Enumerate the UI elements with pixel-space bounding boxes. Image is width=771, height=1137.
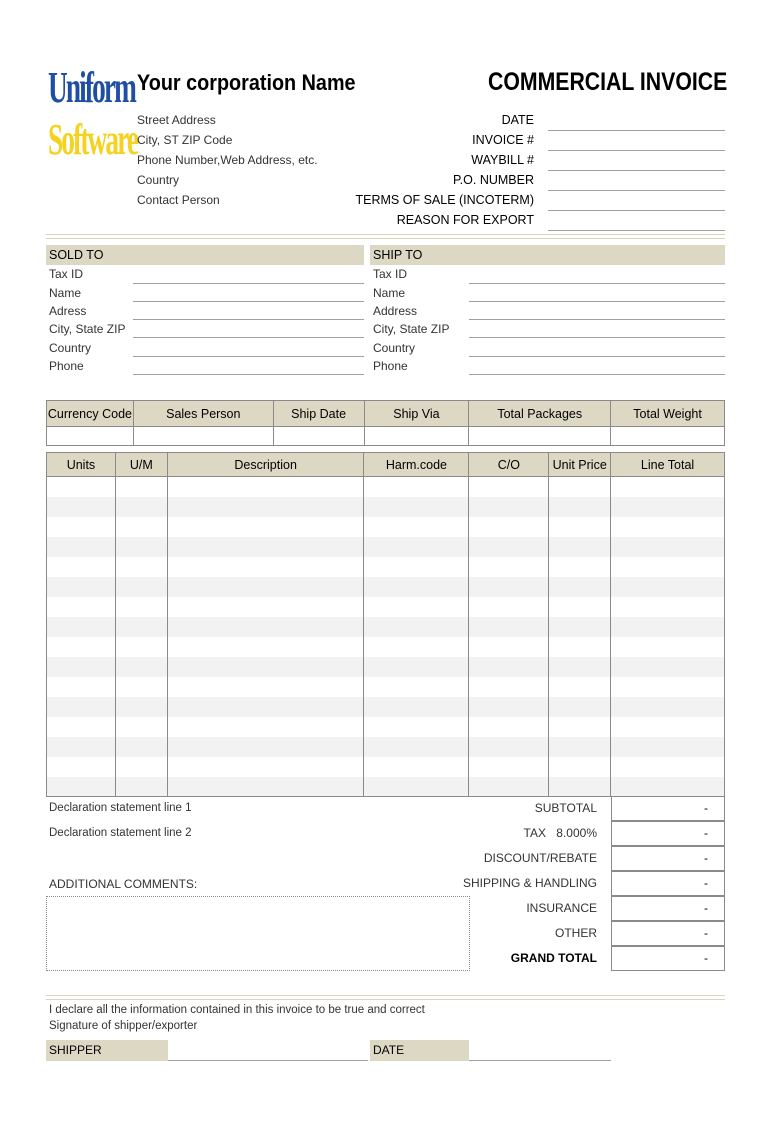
waybill-label: WAYBILL # bbox=[471, 153, 534, 167]
units-cell[interactable] bbox=[47, 697, 116, 717]
tax-value: - bbox=[611, 821, 725, 846]
col-total-weight: Total Weight bbox=[611, 401, 725, 427]
co-cell[interactable] bbox=[469, 717, 549, 737]
waybill-field[interactable] bbox=[548, 170, 725, 171]
col-description: Description bbox=[167, 453, 364, 477]
co-cell[interactable] bbox=[469, 777, 549, 797]
divider bbox=[46, 999, 725, 1000]
ship-to-phone-field[interactable] bbox=[469, 374, 725, 375]
co-cell[interactable] bbox=[469, 577, 549, 597]
col-ship-date: Ship Date bbox=[273, 401, 364, 427]
total-packages-cell[interactable] bbox=[469, 427, 611, 446]
units-cell[interactable] bbox=[47, 757, 116, 777]
ship-to-phone-label: Phone bbox=[373, 359, 408, 373]
harm-code-cell[interactable] bbox=[364, 737, 469, 757]
co-cell[interactable] bbox=[469, 557, 549, 577]
tax-rate[interactable]: 8.000% bbox=[556, 826, 597, 840]
co-cell[interactable] bbox=[469, 497, 549, 517]
line-total-cell[interactable] bbox=[611, 757, 725, 777]
co-cell[interactable] bbox=[469, 517, 549, 537]
units-cell[interactable] bbox=[47, 477, 116, 497]
line-total-cell[interactable] bbox=[611, 777, 725, 797]
line-total-cell[interactable] bbox=[611, 657, 725, 677]
subtotal-label: SUBTOTAL bbox=[534, 801, 597, 815]
table-row bbox=[47, 637, 725, 657]
unit-price-cell[interactable] bbox=[549, 677, 611, 697]
company-phone: Phone Number,Web Address, etc. bbox=[137, 153, 318, 167]
line-items-table bbox=[46, 452, 725, 797]
table-row bbox=[47, 537, 725, 557]
ship-to-heading: SHIP TO bbox=[370, 245, 725, 265]
additional-comments-field[interactable] bbox=[46, 896, 470, 971]
table-row bbox=[47, 617, 725, 637]
sold-to-country-label: Country bbox=[49, 341, 92, 355]
document-title: COMMERCIAL INVOICE bbox=[488, 68, 728, 96]
reason-for-export-label: REASON FOR EXPORT bbox=[396, 213, 534, 227]
unit-price-cell[interactable] bbox=[549, 737, 611, 757]
units-cell[interactable] bbox=[47, 597, 116, 617]
co-cell[interactable] bbox=[469, 697, 549, 717]
table-row bbox=[47, 677, 725, 697]
date-footer-label: DATE bbox=[370, 1040, 469, 1061]
table-row bbox=[47, 777, 725, 797]
sold-to-phone-field[interactable] bbox=[133, 374, 364, 375]
line-total-cell[interactable] bbox=[611, 477, 725, 497]
col-harm-code: Harm.code bbox=[364, 453, 469, 477]
ship-to-address-label: Address bbox=[373, 304, 418, 318]
description-cell[interactable] bbox=[167, 577, 364, 597]
harm-code-cell[interactable] bbox=[364, 637, 469, 657]
harm-code-cell[interactable] bbox=[364, 597, 469, 617]
co-cell[interactable] bbox=[469, 737, 549, 757]
sold-to-name-field[interactable] bbox=[133, 301, 364, 302]
table-row bbox=[47, 557, 725, 577]
ship-to-address-field[interactable] bbox=[469, 319, 725, 320]
col-units: Units bbox=[47, 453, 116, 477]
col-currency-code: Currency Code bbox=[47, 401, 134, 427]
ship-date-cell[interactable] bbox=[273, 427, 364, 446]
harm-code-cell[interactable] bbox=[364, 557, 469, 577]
company-contact: Contact Person bbox=[137, 193, 220, 207]
reason-for-export-field[interactable] bbox=[548, 230, 725, 231]
unit-price-cell[interactable] bbox=[549, 477, 611, 497]
subtotal-value: - bbox=[611, 796, 725, 821]
table-row bbox=[47, 477, 725, 497]
divider bbox=[46, 234, 725, 235]
shipper-signature-field[interactable] bbox=[168, 1060, 368, 1061]
signature-caption: Signature of shipper/exporter bbox=[49, 1020, 198, 1032]
description-cell[interactable] bbox=[167, 677, 364, 697]
units-cell[interactable] bbox=[47, 617, 116, 637]
co-cell[interactable] bbox=[469, 477, 549, 497]
um-cell[interactable] bbox=[115, 617, 167, 637]
po-number-label: P.O. NUMBER bbox=[452, 173, 534, 187]
sold-to-taxid-field[interactable] bbox=[133, 283, 364, 284]
co-cell[interactable] bbox=[469, 617, 549, 637]
invoice-number-field[interactable] bbox=[548, 150, 725, 151]
co-cell[interactable] bbox=[469, 637, 549, 657]
date-label: DATE bbox=[501, 113, 534, 127]
co-cell[interactable] bbox=[469, 597, 549, 617]
declaration-line-2: Declaration statement line 2 bbox=[49, 827, 192, 839]
harm-code-cell[interactable] bbox=[364, 497, 469, 517]
co-cell[interactable] bbox=[469, 677, 549, 697]
sold-to-city-field[interactable] bbox=[133, 337, 364, 338]
um-cell[interactable] bbox=[115, 697, 167, 717]
company-logo bbox=[48, 62, 138, 186]
units-cell[interactable] bbox=[47, 777, 116, 797]
um-cell[interactable] bbox=[115, 537, 167, 557]
line-total-cell[interactable] bbox=[611, 717, 725, 737]
tax-label: TAX bbox=[523, 826, 546, 840]
units-cell[interactable] bbox=[47, 737, 116, 757]
um-cell[interactable] bbox=[115, 557, 167, 577]
additional-comments-label: ADDITIONAL COMMENTS: bbox=[49, 877, 198, 891]
ship-to-name-field[interactable] bbox=[469, 301, 725, 302]
um-cell[interactable] bbox=[115, 657, 167, 677]
line-total-cell[interactable] bbox=[611, 637, 725, 657]
date-field[interactable] bbox=[548, 130, 725, 131]
date-footer-field[interactable] bbox=[469, 1060, 611, 1061]
description-cell[interactable] bbox=[167, 637, 364, 657]
unit-price-cell[interactable] bbox=[549, 717, 611, 737]
description-cell[interactable] bbox=[167, 777, 364, 797]
sold-to-name-label: Name bbox=[49, 286, 82, 300]
harm-code-cell[interactable] bbox=[364, 617, 469, 637]
declaration-line-1: Declaration statement line 1 bbox=[49, 802, 192, 814]
description-cell[interactable] bbox=[167, 617, 364, 637]
description-cell[interactable] bbox=[167, 757, 364, 777]
um-cell[interactable] bbox=[115, 677, 167, 697]
description-cell[interactable] bbox=[167, 737, 364, 757]
ship-via-cell[interactable] bbox=[364, 427, 469, 446]
col-total-packages: Total Packages bbox=[469, 401, 611, 427]
line-total-cell[interactable] bbox=[611, 617, 725, 637]
table-row bbox=[47, 597, 725, 617]
ship-to-city-field[interactable] bbox=[469, 337, 725, 338]
terms-of-sale-field[interactable] bbox=[548, 210, 725, 211]
table-row bbox=[47, 757, 725, 777]
harm-code-cell[interactable] bbox=[364, 657, 469, 677]
description-cell[interactable] bbox=[167, 497, 364, 517]
discount-label: DISCOUNT/REBATE bbox=[483, 851, 597, 865]
po-number-field[interactable] bbox=[548, 190, 725, 191]
shipping-handling-value[interactable]: - bbox=[611, 871, 725, 896]
sold-to-address-label: Adress bbox=[49, 304, 87, 318]
description-cell[interactable] bbox=[167, 597, 364, 617]
table-row bbox=[47, 577, 725, 597]
col-ship-via: Ship Via bbox=[364, 401, 469, 427]
table-row bbox=[47, 517, 725, 537]
um-cell[interactable] bbox=[115, 577, 167, 597]
um-cell[interactable] bbox=[115, 717, 167, 737]
description-cell[interactable] bbox=[167, 477, 364, 497]
discount-value[interactable]: - bbox=[611, 846, 725, 871]
ship-to-country-label: Country bbox=[373, 341, 416, 355]
harm-code-cell[interactable] bbox=[364, 757, 469, 777]
unit-price-cell[interactable] bbox=[549, 557, 611, 577]
col-co: C/O bbox=[469, 453, 549, 477]
unit-price-cell[interactable] bbox=[549, 537, 611, 557]
sold-to-city-label: City, State ZIP bbox=[49, 322, 126, 336]
unit-price-cell[interactable] bbox=[549, 617, 611, 637]
um-cell[interactable] bbox=[115, 597, 167, 617]
table-row bbox=[47, 697, 725, 717]
logo-text-top: Uniform bbox=[48, 63, 135, 112]
unit-price-cell[interactable] bbox=[549, 497, 611, 517]
description-cell[interactable] bbox=[167, 697, 364, 717]
units-cell[interactable] bbox=[47, 677, 116, 697]
description-cell[interactable] bbox=[167, 717, 364, 737]
unit-price-cell[interactable] bbox=[549, 697, 611, 717]
um-cell[interactable] bbox=[115, 497, 167, 517]
total-weight-cell[interactable] bbox=[611, 427, 725, 446]
line-total-cell[interactable] bbox=[611, 697, 725, 717]
harm-code-cell[interactable] bbox=[364, 537, 469, 557]
unit-price-cell[interactable] bbox=[549, 597, 611, 617]
line-total-cell[interactable] bbox=[611, 597, 725, 617]
um-cell[interactable] bbox=[115, 517, 167, 537]
line-total-cell[interactable] bbox=[611, 497, 725, 517]
ship-to-taxid-field[interactable] bbox=[469, 283, 725, 284]
units-cell[interactable] bbox=[47, 537, 116, 557]
sold-to-heading: SOLD TO bbox=[46, 245, 364, 265]
harm-code-cell[interactable] bbox=[364, 697, 469, 717]
line-total-cell[interactable] bbox=[611, 557, 725, 577]
units-cell[interactable] bbox=[47, 577, 116, 597]
harm-code-cell[interactable] bbox=[364, 777, 469, 797]
ship-to-taxid-label: Tax ID bbox=[373, 267, 408, 281]
description-cell[interactable] bbox=[167, 517, 364, 537]
col-unit-price: Unit Price bbox=[549, 453, 611, 477]
other-label: OTHER bbox=[555, 926, 597, 940]
other-value[interactable]: - bbox=[611, 921, 725, 946]
shipping-handling-label: SHIPPING & HANDLING bbox=[462, 876, 597, 890]
sold-to-country-field[interactable] bbox=[133, 356, 364, 357]
sold-to-taxid-label: Tax ID bbox=[49, 267, 84, 281]
units-cell[interactable] bbox=[47, 637, 116, 657]
ship-to-name-label: Name bbox=[373, 286, 406, 300]
shipping-info-table bbox=[46, 400, 725, 446]
grand-total-label: GRAND TOTAL bbox=[510, 951, 597, 965]
line-total-cell[interactable] bbox=[611, 577, 725, 597]
invoice-number-label: INVOICE # bbox=[472, 133, 534, 147]
unit-price-cell[interactable] bbox=[549, 517, 611, 537]
harm-code-cell[interactable] bbox=[364, 477, 469, 497]
ship-to-city-label: City, State ZIP bbox=[373, 322, 450, 336]
col-line-total: Line Total bbox=[611, 453, 725, 477]
ship-to-country-field[interactable] bbox=[469, 356, 725, 357]
insurance-label: INSURANCE bbox=[526, 901, 597, 915]
col-um: U/M bbox=[115, 453, 167, 477]
company-city: City, ST ZIP Code bbox=[137, 133, 233, 147]
divider bbox=[46, 995, 725, 996]
description-cell[interactable] bbox=[167, 557, 364, 577]
company-name: Your corporation Name bbox=[137, 70, 356, 95]
units-cell[interactable] bbox=[47, 717, 116, 737]
um-cell[interactable] bbox=[115, 737, 167, 757]
description-cell[interactable] bbox=[167, 537, 364, 557]
currency-code-cell[interactable] bbox=[47, 427, 134, 446]
sales-person-cell[interactable] bbox=[133, 427, 273, 446]
declare-statement: I declare all the information contained in this invoice to be true and correct bbox=[49, 1004, 425, 1016]
sold-to-address-field[interactable] bbox=[133, 319, 364, 320]
line-total-cell[interactable] bbox=[611, 517, 725, 537]
units-cell[interactable] bbox=[47, 557, 116, 577]
units-cell[interactable] bbox=[47, 657, 116, 677]
unit-price-cell[interactable] bbox=[549, 637, 611, 657]
unit-price-cell[interactable] bbox=[549, 777, 611, 797]
um-cell[interactable] bbox=[115, 777, 167, 797]
co-cell[interactable] bbox=[469, 657, 549, 677]
company-street: Street Address bbox=[137, 113, 216, 127]
table-row bbox=[47, 497, 725, 517]
logo-text-bottom: Software bbox=[48, 115, 138, 164]
harm-code-cell[interactable] bbox=[364, 517, 469, 537]
um-cell[interactable] bbox=[115, 477, 167, 497]
co-cell[interactable] bbox=[469, 757, 549, 777]
shipper-label: SHIPPER bbox=[46, 1040, 168, 1061]
table-row bbox=[47, 737, 725, 757]
unit-price-cell[interactable] bbox=[549, 657, 611, 677]
table-row bbox=[47, 657, 725, 677]
company-country: Country bbox=[137, 173, 180, 187]
units-cell[interactable] bbox=[47, 517, 116, 537]
grand-total-value: - bbox=[611, 946, 725, 971]
harm-code-cell[interactable] bbox=[364, 677, 469, 697]
harm-code-cell[interactable] bbox=[364, 717, 469, 737]
um-cell[interactable] bbox=[115, 757, 167, 777]
col-sales-person: Sales Person bbox=[133, 401, 273, 427]
divider bbox=[46, 238, 725, 239]
um-cell[interactable] bbox=[115, 637, 167, 657]
line-total-cell[interactable] bbox=[611, 537, 725, 557]
line-total-cell[interactable] bbox=[611, 737, 725, 757]
unit-price-cell[interactable] bbox=[549, 757, 611, 777]
terms-of-sale-label: TERMS OF SALE (INCOTERM) bbox=[355, 193, 534, 207]
unit-price-cell[interactable] bbox=[549, 577, 611, 597]
units-cell[interactable] bbox=[47, 497, 116, 517]
sold-to-phone-label: Phone bbox=[49, 359, 84, 373]
description-cell[interactable] bbox=[167, 657, 364, 677]
co-cell[interactable] bbox=[469, 537, 549, 557]
harm-code-cell[interactable] bbox=[364, 577, 469, 597]
insurance-value[interactable]: - bbox=[611, 896, 725, 921]
table-row bbox=[47, 717, 725, 737]
line-total-cell[interactable] bbox=[611, 677, 725, 697]
